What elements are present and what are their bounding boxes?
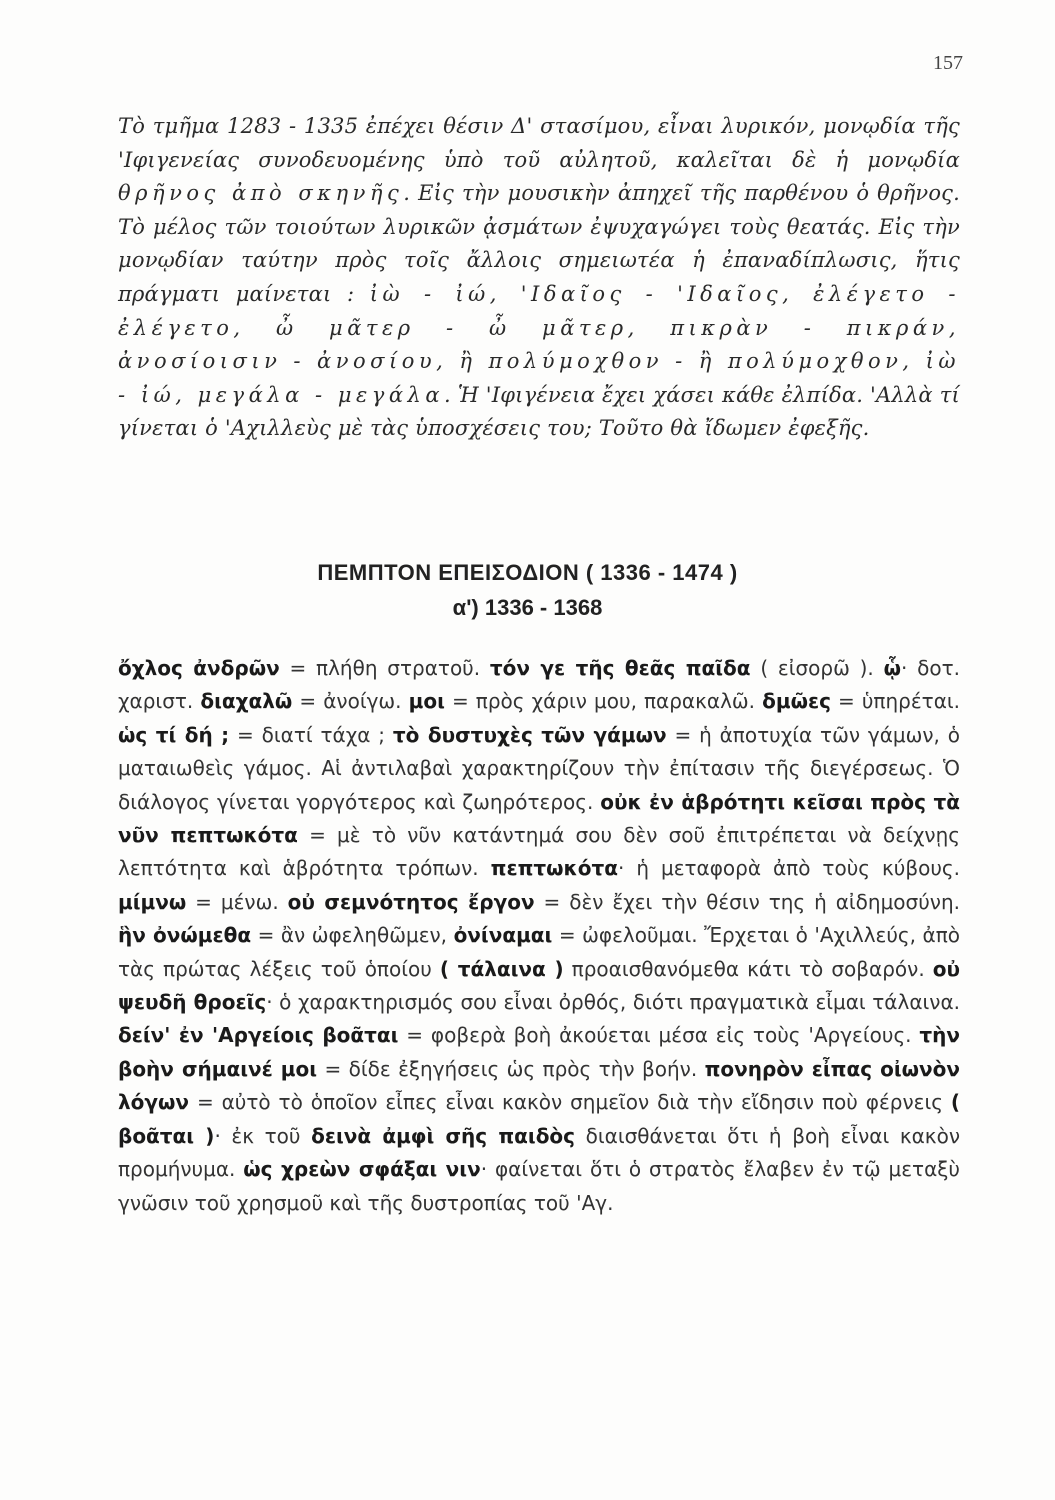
note-term: τὸ δυστυχὲς τῶν γάμων [392, 722, 667, 747]
commentary-paragraph [118, 652, 960, 1220]
note-term: ὡς τί δή ; [118, 722, 230, 747]
note-gloss: = φοβερὰ βοὴ ἀκούεται μέσα εἰς τοὺς 'Αργείους. [398, 1023, 920, 1048]
note-term: ( τάλαινα ) [439, 956, 564, 981]
note-gloss: = ὠφελοῦμαι. Ἔρχεται ὁ 'Αχιλλεύς, ἀπὸ τὰς πρώτας λέξεις τοῦ ὁποίου [118, 923, 960, 981]
note-term: διαχαλῶ [200, 689, 293, 714]
note-term: ὄχλος ἀνδρῶν [118, 656, 280, 680]
intro-text-1: Τὸ τμῆμα 1283 - 1335 ἐπέχει θέσιν Δ' στασίμου, εἶναι λυρικόν, μονῳδία τῆς 'Ιφιγενείας συνοδευομένης ὑπὸ τοῦ αὐλητοῦ, καλεῖται δὲ ἡ μονῳδία [118, 114, 960, 172]
note-term: ὡς χρεὼν σφάξαι νιν [243, 1157, 481, 1182]
note-gloss: = πρὸς χάριν μου, παρακαλῶ. [444, 689, 763, 714]
note-gloss: · ἐκ τοῦ [214, 1123, 312, 1148]
note-term: πεπτωκότα [490, 856, 618, 881]
note-term: δμῶες [762, 689, 831, 714]
note-term: ( βοᾶται ) [118, 1090, 960, 1148]
threnos-phrase: θρῆνος ἀπὸ σκηνῆς [118, 181, 404, 206]
note-gloss: = ἂν ὠφεληθῶμεν, [251, 923, 454, 948]
note-gloss: = ἀνοίγω. [292, 689, 409, 714]
note-term: ᾧ [883, 656, 901, 680]
note-gloss: = δίδε ἐξηγήσεις ὡς πρὸς τὴν βοήν. [317, 1056, 705, 1081]
note-term: ἣν ὀνώμεθα [118, 923, 252, 948]
note-term: οὐ σεμνότητος ἔργον [287, 889, 535, 914]
page-number: 157 [933, 52, 963, 74]
note-term: τόν γε τῆς θεᾶς παῖδα [489, 656, 751, 680]
intro-paragraph [118, 110, 960, 446]
note-gloss: · δοτ. χαριστ. [118, 656, 961, 714]
note-term: οὐκ ἐν ἁβρότητι κεῖσαι πρὸς τὰ νῦν πεπτωκότα [118, 789, 960, 848]
intro-text-3: . Ἡ 'Ιφιγένεια ἔχει χάσει κάθε ἐλπίδα. 'Αλλὰ τί γίνεται ὁ 'Αχιλλεὺς μὲ τὰς ὑποσχέσεις του; Τοῦτο θὰ ἴδωμεν ἐφεξῆς. [118, 382, 960, 441]
note-term: δείν' ἐν 'Αργείοις βοᾶται [118, 1023, 399, 1048]
note-term: οὐ ψευδῆ θροεῖς [118, 956, 961, 1015]
note-gloss: = ἡ ἀποτυχία τῶν γάμων, ὁ ματαιωθεὶς γάμος. Αἱ ἀντιλαβαὶ χαρακτηρίζουν τὴν ἐπίτασιν τῆς διεγέρσεως. Ὁ διάλογος γίνεται γοργότερος καὶ ζωηρότερος. [118, 722, 960, 814]
note-term: μοι [408, 689, 445, 714]
episode-heading: ΠΕΜΠΤΟΝ ΕΠΕΙΣΟΔΙΟΝ ( 1336 - 1474 ) [317, 560, 738, 585]
note-gloss: = μὲ τὸ νῦν κατάντημά σου δὲν σοῦ ἐπιτρέπεται νὰ δείχνῃς λεπτότητα καὶ ἁβρότητα τρόπων. [118, 823, 960, 881]
note-gloss: ( εἰσορῶ ). [750, 656, 884, 680]
intro-text-2: . Εἰς τὴν μουσικὴν ἀπηχεῖ τῆς παρθένου ὁ θρῆνος. Τὸ μέλος τῶν τοιούτων λυρικῶν ᾀσμάτων ἐψυχαγώγει τοὺς θεατάς. Εἰς τὴν μονῳδίαν ταύτην πρὸς τοῖς ἄλλοις σημειωτέα ἡ ἐπαναδίπλωσις, ἥτις πράγματι μαίνεται : [118, 181, 960, 306]
note-term: πονηρὸν εἶπας οἰωνὸν λόγων [118, 1056, 960, 1115]
note-gloss: = πλήθη στρατοῦ. [279, 656, 490, 680]
note-term: ὀνίναμαι [453, 923, 553, 948]
note-gloss: · ἡ μεταφορὰ ἀπὸ τοὺς κύβους. [618, 856, 961, 881]
note-gloss: = διατί τάχα ; [229, 722, 393, 747]
note-gloss: προαισθανόμεθα κάτι τὸ σοβαρόν. [563, 956, 933, 981]
note-gloss: = δὲν ἔχει τὴν θέσιν της ἡ αἰδημοσύνη. [534, 889, 960, 914]
note-gloss: διαισθάνεται ὅτι ἡ βοὴ εἶναι κακὸν προμήνυμα. [118, 1123, 960, 1182]
note-gloss: · ὁ χαρακτηρισμός σου εἶναι ὀρθός, διότι πραγματικὰ εἶμαι τάλαινα. [266, 990, 960, 1015]
note-gloss: = ὑπηρέται. [830, 689, 960, 714]
note-term: τὴν βοὴν σήμαινέ μοι [118, 1023, 960, 1081]
note-gloss: = αὐτὸ τὸ ὁποῖον εἶπες εἶναι κακὸν σημεῖον διὰ τὴν εἴδησιν ποὺ φέρνεις [189, 1090, 951, 1115]
note-gloss: · φαίνεται ὅτι ὁ στρατὸς ἔλαβεν ἐν τῷ μεταξὺ γνῶσιν τοῦ χρησμοῦ καὶ τῆς δυστροπίας τοῦ 'Αγ. [118, 1157, 960, 1215]
note-gloss: = μένω. [186, 889, 288, 914]
note-term: μίμνω [118, 889, 187, 914]
section-heading: α') 1336 - 1368 [452, 595, 603, 620]
note-term: δεινὰ ἀμφὶ σῆς παιδὸς [311, 1123, 576, 1148]
repetitions-phrase: ἰὼ - ἰώ, 'Ιδαῖος - 'Ιδαῖος, ἐλέγετο - ἐλέγετο, ὦ μᾶτερ - ὦ μᾶτερ, πικρὰν - πικράν, ἀνοσίοισιν - ἀνοσίου, ἢ πολύμοχθον - ἢ πολύμοχθον, ἰὼ - ἰώ, μεγάλα - μεγάλα [118, 281, 960, 407]
